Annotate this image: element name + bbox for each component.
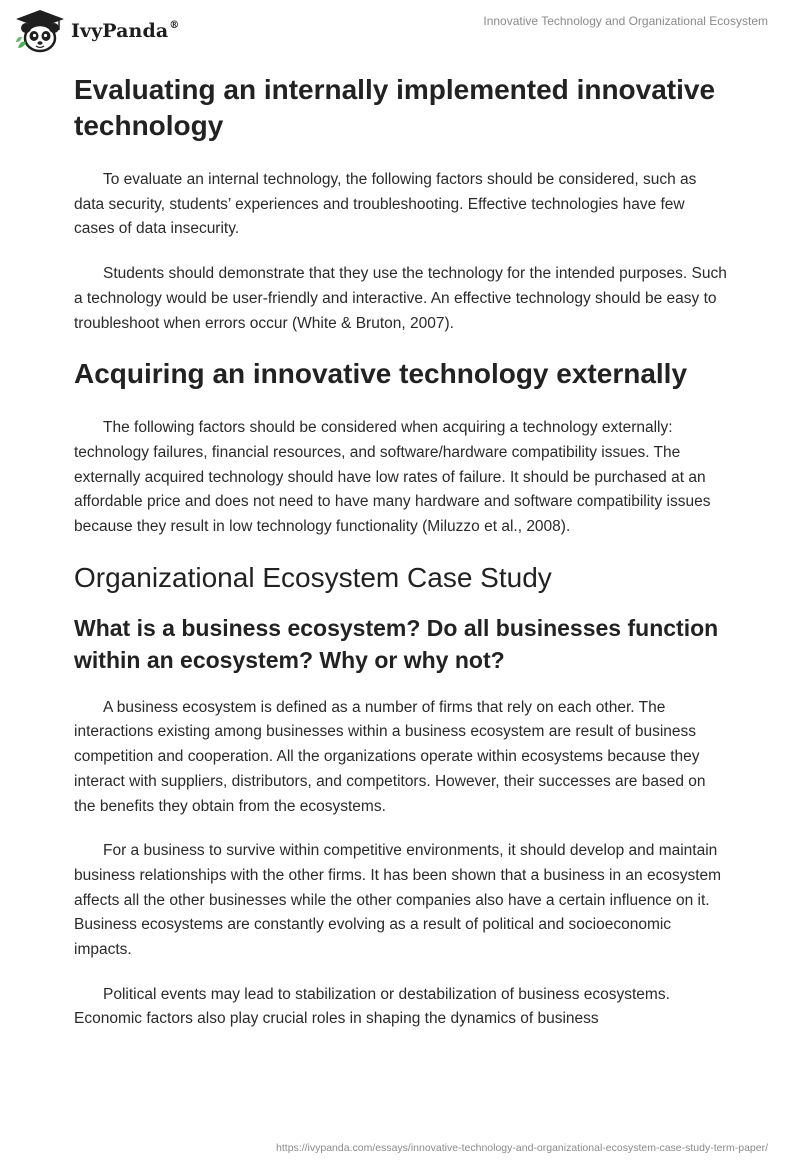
panda-logo-icon [14,8,66,54]
registered-mark: ® [169,19,180,31]
section-heading-acquiring: Acquiring an innovative technology externally [74,358,688,390]
source-url[interactable]: https://ivypanda.com/essays/innovative-technology-and-organizational-ecosystem-case-study-term-paper/ [276,1142,768,1154]
document-title: Innovative Technology and Organizational Ecosystem [483,14,768,28]
essay-content [74,72,728,1052]
paragraph: For a business to survive within competitive environments, it should develop and maintain business relationships with the other firms. It has been shown that a business in an ecosystem affects all the other businesses while the other companies also have a certain influence on it. Business ecosystems are constantly evolving as a result of political and socioeconomic impacts. [74,842,722,959]
paragraph: To evaluate an internal technology, the following factors should be considered, such as data security, students’ experiences and troubleshooting. Effective technologies have few cases of data insecurity. [74,171,697,238]
paragraph: A business ecosystem is defined as a number of firms that rely on each other. The interactions existing among businesses within a business ecosystem are result of business competition and cooperation. All the organizations operate within ecosystems because they interact with suppliers, distributors, and competitors. However, their successes are based on the benefits they obtain from the ecosystems. [74,698,706,815]
paragraph: Students should demonstrate that they use the technology for the intended purposes. Such a technology would be user-friendly and interactive. An effective technology should be easy to troubleshoot when errors occur (White & Bruton, 2007). [74,265,727,332]
paragraph: The following factors should be considered when acquiring a technology externally: technology failures, financial resources, and software/hardware compatibility issues. The externally acquired technology should have low rates of failure. It should be purchased at an affordable price and does not need to have many hardware and software compatibility issues because they result in low technology functionality (Miluzzo et al., 2008). [74,419,711,536]
ivypanda-logo[interactable] [14,8,179,54]
paragraph: Political events may lead to stabilization or destabilization of business ecosystems. Economic factors also play crucial roles in shaping the dynamics of business [74,985,670,1028]
sub-heading-business-ecosystem: What is a business ecosystem? Do all businesses function within an ecosystem? Why or why not? [74,614,719,673]
brand-name: IvyPanda® [71,19,180,42]
page-header [0,0,800,62]
section-heading-case-study: Organizational Ecosystem Case Study [74,561,552,593]
section-heading-evaluating: Evaluating an internally implemented innovative technology [74,74,716,141]
